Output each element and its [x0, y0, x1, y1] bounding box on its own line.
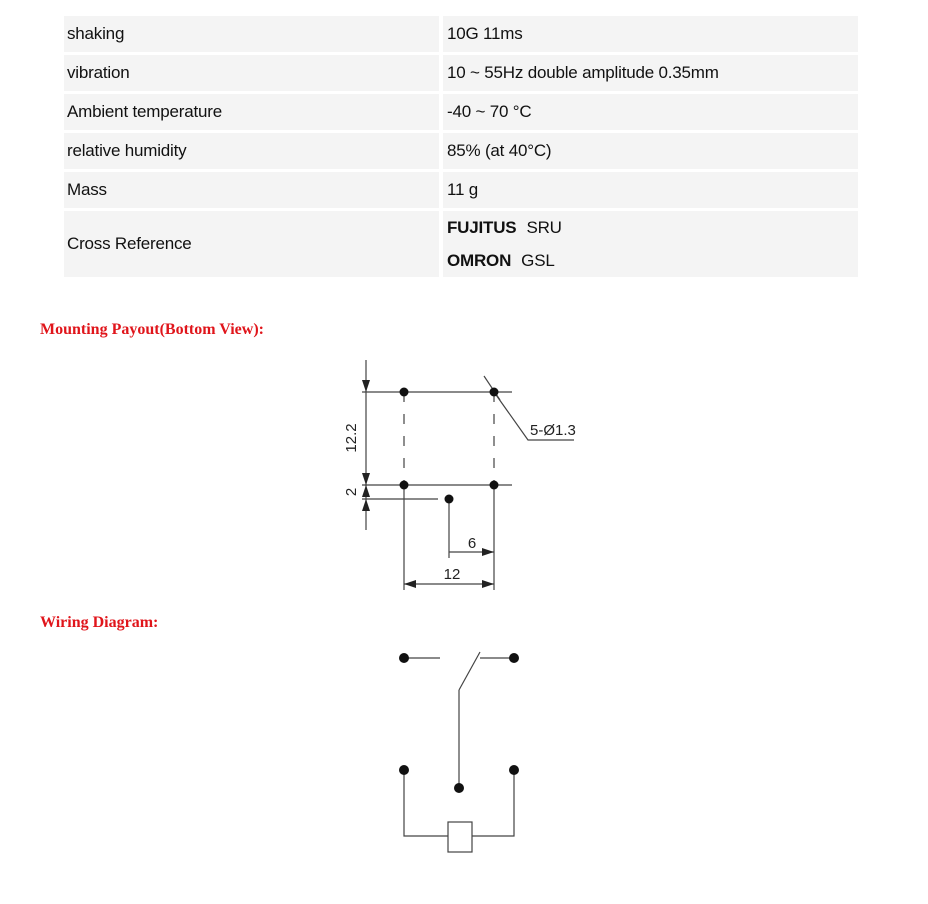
wiring-diagram [399, 652, 519, 852]
wiring-heading: Wiring Diagram: [40, 614, 159, 631]
terminal-dot [399, 653, 409, 663]
dimension-label-half: 6 [467, 535, 477, 552]
mounting-heading: Mounting Payout(Bottom View): [40, 321, 264, 338]
terminal-dot [509, 765, 519, 775]
spec-label: Cross Reference [64, 210, 441, 279]
pin-dot [400, 481, 409, 490]
terminal-dot [509, 653, 519, 663]
arrow-icon [482, 548, 494, 556]
switch-blade [459, 652, 480, 690]
mounting-diagram [362, 360, 574, 590]
spec-value: -40 ~ 70 °C [441, 93, 858, 132]
pin-dot [400, 388, 409, 397]
spec-value: 85% (at 40°C) [441, 132, 858, 171]
coil-wire-left [404, 770, 448, 836]
terminal-dot [454, 783, 464, 793]
spec-value: 10 ~ 55Hz double amplitude 0.35mm [441, 54, 858, 93]
brand-name: FUJITUS [447, 218, 517, 237]
spec-label: Ambient temperature [64, 93, 441, 132]
pin-dot [490, 388, 499, 397]
pin-dot [445, 495, 454, 504]
spec-label: vibration [64, 54, 441, 93]
arrow-icon [404, 580, 416, 588]
arrow-icon [362, 485, 370, 497]
arrow-icon [362, 473, 370, 485]
model-name: GSL [521, 251, 555, 270]
coil-wire-right [472, 770, 514, 836]
spec-label: Mass [64, 171, 441, 210]
model-name: SRU [526, 218, 562, 237]
dimension-label-offset: 2 [343, 487, 360, 497]
pin-dot [490, 481, 499, 490]
arrow-icon [362, 499, 370, 511]
spec-label: relative humidity [64, 132, 441, 171]
dimension-label-width: 12 [443, 566, 461, 583]
arrow-icon [362, 380, 370, 392]
arrow-icon [482, 580, 494, 588]
spec-label: shaking [64, 16, 441, 54]
brand-name: OMRON [447, 251, 512, 270]
terminal-dot [399, 765, 409, 775]
spec-value: 10G 11ms [441, 16, 858, 54]
coil-icon [448, 822, 472, 852]
dimension-label-height: 12.2 [343, 423, 360, 453]
hole-note: 5-Ø1.3 [530, 422, 576, 439]
spec-value: 11 g [441, 171, 858, 210]
